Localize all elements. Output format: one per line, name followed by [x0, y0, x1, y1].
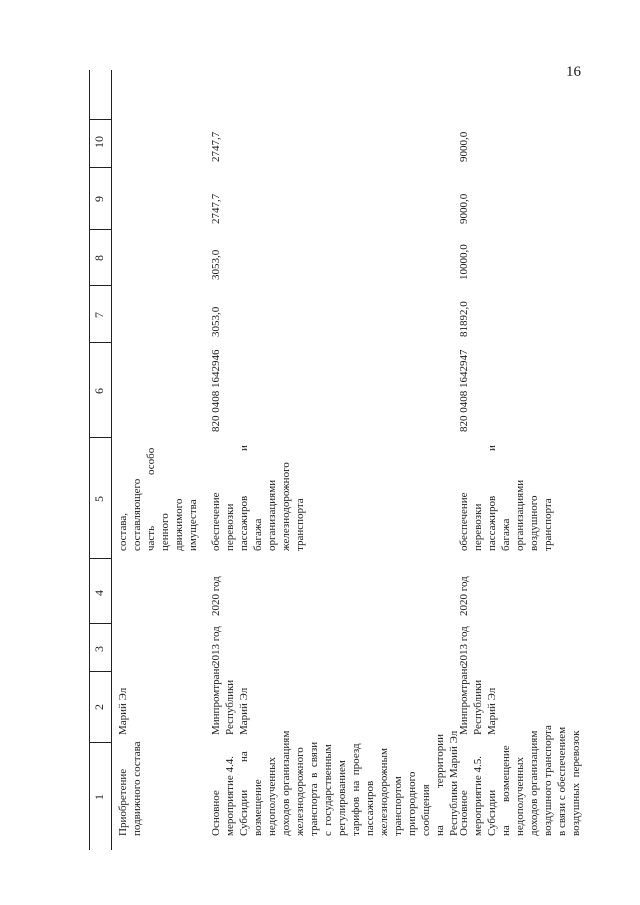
row3-name-line: мероприятие 4.5.	[472, 755, 484, 836]
col-separator	[89, 742, 111, 743]
row2-name-line: Основное	[210, 790, 222, 836]
col-separator	[89, 229, 111, 230]
row3-result-line: и	[486, 445, 498, 451]
row3-result-line: багажа	[500, 518, 512, 551]
row1-result-line: движимого	[173, 498, 185, 551]
row3-result-line: транспорта	[542, 498, 554, 551]
row1-result-line: ценного	[159, 513, 171, 551]
row1-result-line: особо	[145, 447, 157, 475]
row3-value-c10: 9000,0	[458, 131, 470, 162]
row3-name-line: доходов организациям	[528, 730, 540, 836]
row2-value-c10: 2747,7	[210, 131, 222, 162]
row3-name-line: Субсидии	[486, 789, 498, 836]
col-separator	[89, 437, 111, 438]
row3-value-c8: 10000,0	[458, 244, 470, 280]
row2-name-line: на	[238, 751, 250, 762]
column-number: 2	[92, 704, 106, 710]
row2-name-line: с государственным	[322, 744, 334, 836]
rotated-table	[89, 70, 609, 850]
table-top-border	[89, 70, 90, 850]
row2-result-line: транспорта	[294, 498, 306, 551]
row3-name-line: возмещение	[500, 745, 512, 802]
row2-value-c7: 3053,0	[210, 306, 222, 337]
row3-result-line: организациями	[514, 479, 526, 551]
column-number: 1	[92, 794, 106, 800]
row3-name-line: воздушных перевозок	[570, 730, 582, 836]
row2-result-line: пассажиров	[238, 495, 250, 551]
row2-name-line: мероприятие 4.4.	[224, 755, 236, 836]
row2-result-line: и	[238, 445, 250, 451]
col-separator	[89, 671, 111, 672]
row1-executor-line: Марий Эл	[117, 687, 129, 735]
row2-value-c9: 2747,7	[210, 193, 222, 224]
column-number: 5	[92, 496, 106, 502]
row1-name-line: Приобретение	[117, 768, 129, 836]
row2-executor-line: Минпромтранс	[210, 663, 222, 735]
row3-name-line: Основное	[458, 790, 470, 836]
row2-name-line: сообщения	[420, 784, 432, 836]
row3-name-line: в связи с обеспечением	[556, 726, 568, 836]
row2-name-line: Республики Марий Эл	[448, 730, 460, 836]
row2-name-line: железнодорожным	[378, 748, 390, 836]
row3-start-year: 2013 год	[458, 626, 470, 666]
row2-name-line: пригородного	[406, 771, 418, 836]
row2-result-line: обеспечение	[210, 492, 222, 551]
row2-name-line: железнодорожного	[294, 747, 306, 836]
col-separator	[89, 285, 111, 286]
header-bottom-border	[111, 70, 112, 850]
row1-result-line: часть	[145, 525, 157, 551]
row2-result-line: багажа	[252, 518, 264, 551]
row2-end-year: 2020 год	[210, 576, 222, 616]
row2-name-line: тарифов на проезд	[350, 743, 362, 836]
row2-executor-line: Республики	[224, 679, 236, 735]
column-number: 7	[92, 312, 106, 318]
col-separator	[89, 167, 111, 168]
row2-result-line: перевозки	[224, 503, 236, 551]
row2-result-line: железнодорожного	[280, 462, 292, 551]
row3-name-line: воздушного транспорта	[542, 725, 554, 836]
row2-name-line: на	[434, 825, 446, 836]
row2-result-line: организациями	[266, 479, 278, 551]
row2-name-line: возмещение	[252, 779, 264, 836]
column-number: 8	[92, 255, 106, 261]
row1-result-line: имущества	[187, 499, 199, 551]
row3-name-line: на	[500, 825, 512, 836]
column-number: 6	[92, 388, 106, 394]
row3-value-c7: 81892,0	[458, 301, 470, 337]
row2-name-line: транспортом	[392, 776, 404, 836]
row1-name-line: подвижного состава	[131, 741, 143, 836]
row3-value-c9: 9000,0	[458, 193, 470, 224]
row2-name-line: Субсидии	[238, 789, 250, 836]
row2-name-line: территории	[434, 733, 446, 788]
column-number: 10	[92, 136, 106, 148]
row2-budget-code: 820 0408 1642946	[210, 349, 222, 432]
row2-value-c8: 3053,0	[210, 249, 222, 280]
row2-name-line: недополученных	[266, 756, 278, 836]
row3-result-line: перевозки	[472, 503, 484, 551]
row3-executor-line: Марий Эл	[486, 687, 498, 735]
column-number: 9	[92, 196, 106, 202]
column-number: 3	[92, 646, 106, 652]
col-separator	[89, 119, 111, 120]
row2-name-line: пассажиров	[364, 780, 376, 836]
row3-result-line: пассажиров	[486, 495, 498, 551]
row3-result-line: воздушного	[528, 495, 540, 551]
row2-name-line: доходов организациям	[280, 730, 292, 836]
row3-name-line: недополученных	[514, 756, 526, 836]
col-separator	[89, 342, 111, 343]
row2-name-line: транспорта в связи	[308, 741, 320, 836]
page-number: 16	[566, 64, 581, 80]
row2-name-line: регулированием	[336, 760, 348, 836]
row3-executor-line: Минпромтранс	[458, 663, 470, 735]
row3-budget-code: 820 0408 1642947	[458, 349, 470, 432]
row2-executor-line: Марий Эл	[238, 687, 250, 735]
row3-result-line: обеспечение	[458, 492, 470, 551]
column-number: 4	[92, 590, 106, 596]
col-separator	[89, 623, 111, 624]
row3-end-year: 2020 год	[458, 576, 470, 616]
row1-result-line: составляющего	[131, 478, 143, 551]
row2-start-year: 2013 год	[210, 626, 222, 666]
row1-result-line: состава,	[117, 512, 129, 551]
row3-executor-line: Республики	[472, 679, 484, 735]
col-separator	[89, 558, 111, 559]
